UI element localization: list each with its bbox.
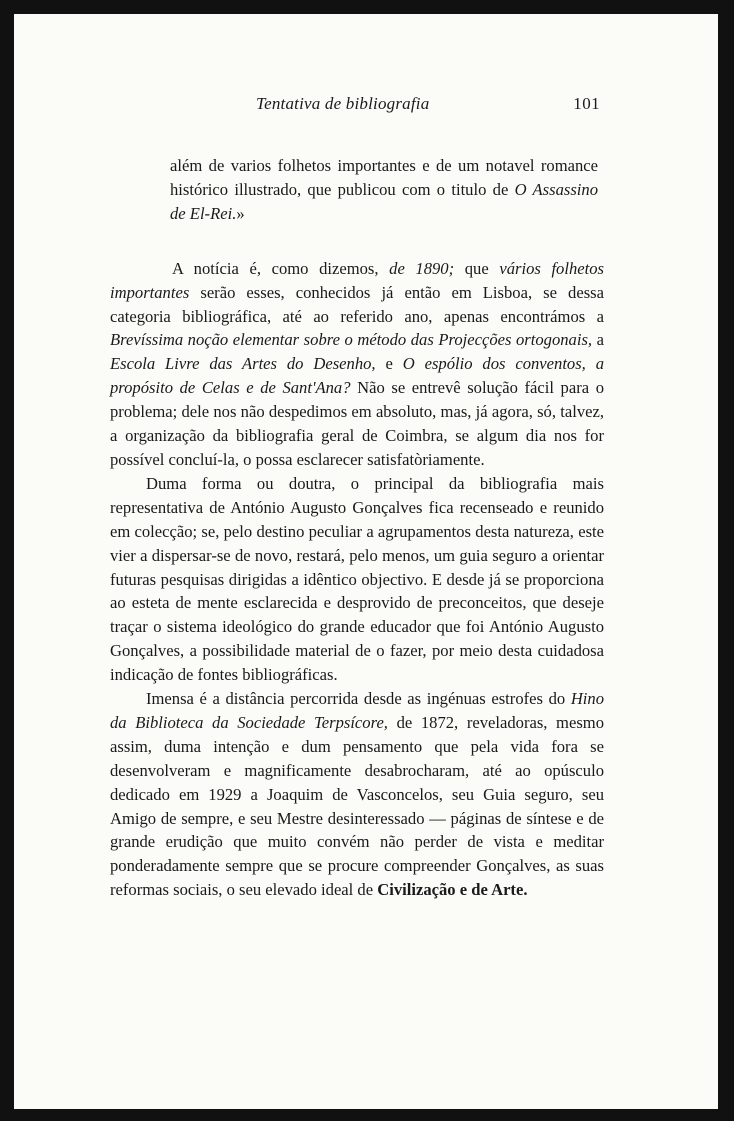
p1-title-espolio: O espólio dos conventos, a propósito de Celas e de Sant'Ana? bbox=[110, 354, 605, 398]
quote-text: além de varios folhetos importantes e de um notavel romance histórico illustrado, que publicou com o titulo de bbox=[170, 156, 598, 199]
page-header bbox=[110, 88, 604, 116]
p1-date: de 1890; bbox=[389, 258, 455, 278]
p1-text-c: que bbox=[454, 258, 500, 278]
quote-closing-mark: » bbox=[236, 203, 245, 223]
page-content bbox=[110, 88, 604, 902]
p1-text-g: a bbox=[592, 330, 604, 350]
paragraph-3 bbox=[110, 687, 604, 902]
p1-text-k: Não se entrevê solução fácil para o problema; dele nos não despedimos em absoluto, mas, já agora, só, talvez, a organização da bibliografia geral de Coimbra, se algum dia nos for possível concluí-la, o possa esclarecer satisfatòriamente. bbox=[110, 378, 604, 469]
p3-text-a: Imensa é a distância percorrida desde as ingénuas estrofes do bbox=[146, 689, 571, 709]
quote-book-title: O Assassino de El-Rei. bbox=[170, 179, 598, 223]
running-title: Tentativa de bibliografia bbox=[256, 94, 430, 113]
page-number: 101 bbox=[573, 94, 600, 113]
quotation-block bbox=[170, 154, 598, 226]
p3-text-c: de 1872, reveladoras, mesmo assim, duma intenção e dum pensamento que pela vida fora se desenvolveram e magnificamente desabrocharam, até ao opúsculo dedicado em 1929 a Joaquim de Vasconcelos, seu Guia seguro, seu Amigo de sempre, e seu Mestre desinteressado — páginas de síntese e de grande erudição que muito convém não perder de vista e meditar ponderadamente sempre que se procure compreender Gonçalves, as suas reformas sociais, o seu elevado ideal de bbox=[110, 712, 604, 900]
p1-title-escola: Escola Livre das Artes do Desenho, bbox=[110, 354, 376, 374]
p1-text-e: serão esses, conhecidos já então em Lisboa, se dessa categoria bibliográfica, até ao referido ano, apenas encontrámos a bbox=[110, 282, 604, 326]
p1-text-i: e bbox=[375, 354, 403, 374]
paragraph-1 bbox=[110, 257, 604, 472]
p1-text-a: A notícia é, como dizemos, bbox=[172, 258, 390, 278]
p3-closing-words: Civilização e de Arte. bbox=[377, 880, 528, 900]
p1-title-brevissima: Brevíssima noção elementar sobre o método das Projecções ortogonais, bbox=[110, 330, 593, 350]
p1-quoted-phrase: vários folhetos importantes bbox=[110, 258, 604, 302]
body-text bbox=[110, 257, 604, 902]
paragraph-2: Duma forma ou doutra, o principal da bibliografia mais representativa de António Augusto Gonçalves fica recenseado e reunido em colecção; se, pelo destino peculiar a agrupamentos desta natureza, este vier a dispersar-se de novo, restará, pelo menos, um guia seguro a orientar futuras pesquisas dirigidas a idêntico objectivo. E desde já se proporciona ao esteta de mente esclarecida e desprovido de preconceitos, que deseje traçar o sistema ideológico do grande educador que foi António Augusto Gonçalves, a possibilidade material de o fazer, por meio desta cuidadosa indicação de fontes bibliográficas. bbox=[110, 473, 604, 685]
p3-title-hino: Hino da Biblioteca da Sociedade Terpsícore, bbox=[110, 689, 604, 732]
